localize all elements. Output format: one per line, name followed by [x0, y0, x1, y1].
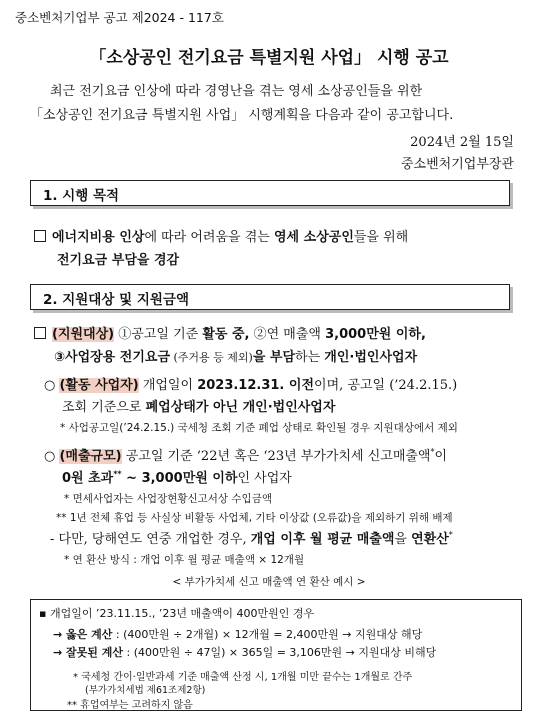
sales-sup: *: [430, 447, 435, 457]
section-1-heading: 1. 시행 목적: [43, 188, 120, 204]
target-cond-3-note: (주거용 등 제외): [170, 351, 253, 364]
active-line-1: [44, 374, 457, 393]
target-cond-3: ③사업장용 전기요금: [54, 350, 170, 365]
example-note-1b: (부가가치세법 제61조제2항): [85, 685, 206, 696]
purpose-emphasis-1: 에너지비용 인상: [52, 230, 145, 245]
issuer: 중소벤처기업부장관: [400, 157, 514, 172]
annualize-text-2: 을: [394, 532, 412, 547]
section-2-heading: 2. 지원대상 및 지원금액: [43, 292, 189, 308]
target-label: (지원대상): [52, 327, 115, 342]
active-line-2: [62, 396, 335, 415]
annualize-line: [50, 528, 453, 547]
active-date: 2023.12.31. 이전: [197, 378, 315, 393]
target-cond-3-bold: 을 부담: [252, 350, 296, 365]
sales-note-1: * 면세사업자는 사업장현황신고서상 수입금액: [64, 493, 272, 505]
example-wrong-label: → 잘못된 계산: [53, 646, 124, 659]
annualize-sup: *: [448, 530, 453, 540]
purpose-text-2: 들을 위해: [353, 230, 409, 245]
example-case: ▪ 개업일이 ’23.11.15., ’23년 매출액이 400만원인 경우: [39, 607, 315, 620]
circle-bullet-icon: ○: [44, 449, 60, 464]
example-note-2: ** 휴업여부는 고려하지 않음: [67, 700, 193, 711]
sales-range-sup: **: [113, 469, 122, 479]
target-cond-1: ①공고일 기준: [118, 327, 203, 342]
sales-line-2: [62, 467, 292, 486]
target-cond-2-bold: 3,000만원 이하,: [325, 327, 426, 342]
sales-range-start: 0원 초과: [62, 471, 114, 486]
active-text-3-bold: 폐업상태가 아닌 개인·법인사업자: [145, 400, 336, 415]
sales-note-2: ** 1년 전체 휴업 등 사실상 비활동 사업체, 기타 이상값 (오류값)을 제외하기 위해 배제: [56, 512, 453, 524]
annualize-text-1: - 다만, 당해연도 연중 개업한 경우,: [50, 532, 251, 547]
sales-label: (매출규모): [59, 449, 122, 464]
section-1-header: [30, 180, 510, 206]
sales-text-1: 공고일 기준 ‘22년 혹은 ‘23년 부가가치세 신고매출액: [121, 449, 431, 464]
intro-line-2: 「소상공인 전기요금 특별지원 사업」 시행계획을 다음과 같이 공고합니다.: [30, 108, 454, 123]
target-cond-2: ②연 매출액: [249, 327, 326, 342]
intro-line-1: 최근 전기요금 인상에 따라 경영난을 겪는 영세 소상공인들을 위한: [50, 84, 423, 99]
purpose-line-2: 전기요금 부담을 경감: [57, 253, 180, 268]
sales-line-1: [44, 445, 447, 464]
sales-text-5: 인 사업자: [237, 471, 292, 486]
example-wrong-calc: : (400만원 ÷ 47일) × 365일 = 3,106만원 → 지원대상 비해당: [123, 646, 437, 659]
target-line-2: [54, 346, 417, 365]
active-text-2: 이며, 공고일 (’24.2.15.): [314, 378, 458, 393]
purpose-line-1: [34, 226, 408, 245]
sales-text-2: 이: [434, 449, 448, 464]
example-note-1: * 국세청 간이·일반과세 기준 매출액 산정 시, 1개월 미만 끝수는 1개월로 간주: [73, 672, 413, 683]
section-2-header: [30, 284, 510, 310]
example-box: [30, 599, 522, 711]
example-right-label: → 옳은 계산: [53, 628, 113, 641]
target-cond-3-text: 하는: [295, 350, 325, 365]
annualize-emphasis: 연환산: [411, 532, 449, 547]
example-wrong: [53, 644, 436, 660]
sales-range-end: ~ 3,000만원 이하: [121, 471, 238, 486]
example-right: [53, 626, 422, 642]
notice-number: 중소벤처기업부 공고 제2024 - 117호: [15, 10, 224, 25]
target-line-1: [34, 323, 426, 342]
active-text-3: 조회 기준으로: [62, 400, 146, 415]
checkbox-square-icon: [34, 230, 46, 242]
target-cond-3-subject: 개인·법인사업자: [324, 350, 418, 365]
purpose-text-1: 에 따라 어려움을 겪는: [144, 230, 274, 245]
notice-date: 2024년 2월 15일: [410, 135, 514, 150]
circle-bullet-icon: ○: [44, 378, 60, 393]
example-right-calc: : (400만원 ÷ 2개월) × 12개월 = 2,400만원 → 지원대상 해당: [112, 628, 423, 641]
active-text-1: 개업일이: [138, 378, 198, 393]
example-title: < 부가가치세 신고 매출액 연 환산 예시 >: [172, 576, 366, 588]
annualize-note: * 연 환산 방식 : 개업 이후 월 평균 매출액 × 12개월: [64, 554, 305, 566]
annualize-bold: 개업 이후 월 평균 매출액: [250, 532, 395, 547]
active-note: * 사업공고일(’24.2.15.) 국세청 조회 기준 폐업 상태로 확인될 경우 지원대상에서 제외: [60, 422, 458, 434]
purpose-emphasis-2: 영세 소상공인: [274, 230, 354, 245]
page-title: 「소상공인 전기요금 특별지원 사업」 시행 공고: [89, 48, 449, 68]
target-cond-1-bold: 활동 중,: [202, 327, 250, 342]
active-label: (활동 사업자): [59, 378, 139, 393]
checkbox-square-icon: [34, 327, 46, 339]
